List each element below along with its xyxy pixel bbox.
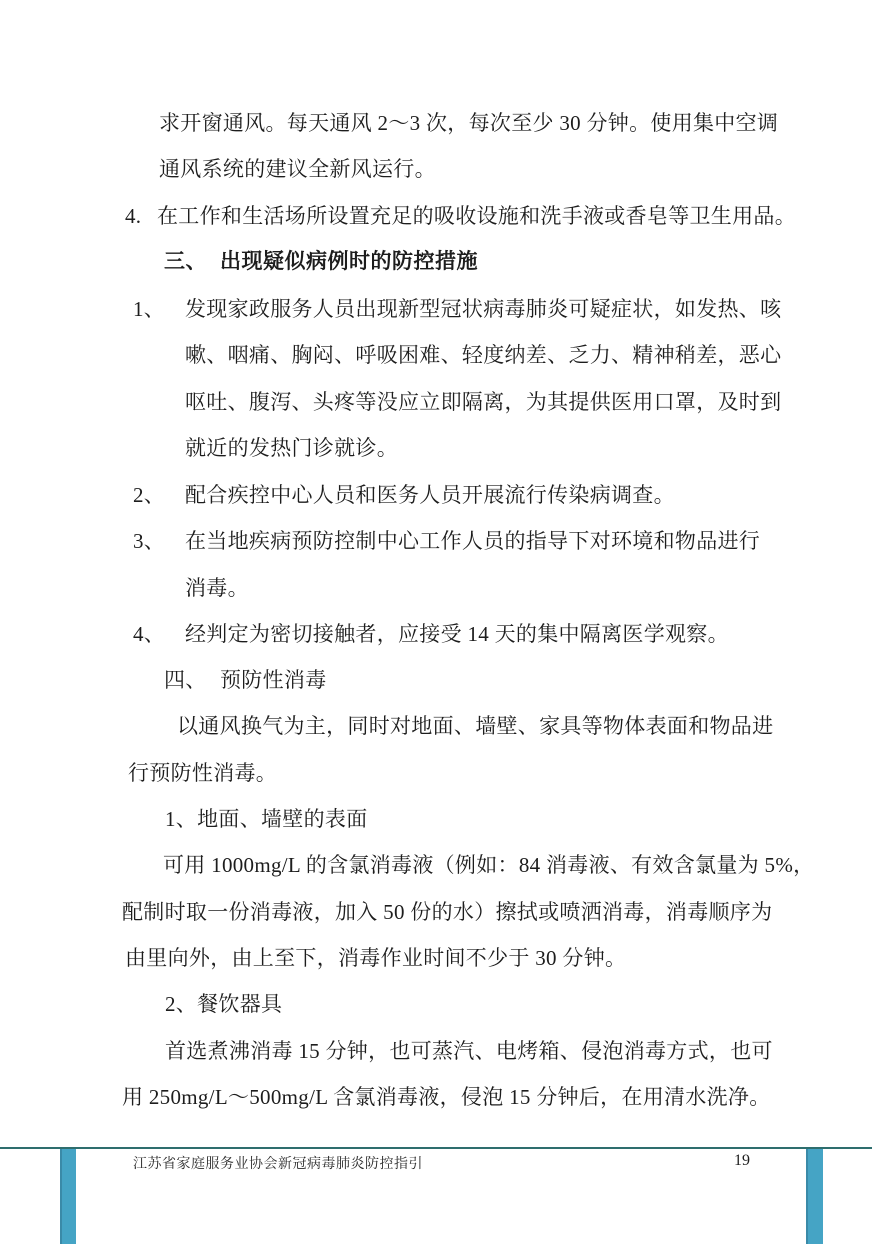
- list-item: [133, 526, 760, 556]
- section-title: 预防性消毒: [220, 668, 327, 692]
- text-line: [159, 154, 436, 184]
- text-line: [185, 387, 781, 417]
- right-edge-bar: [806, 1149, 823, 1244]
- text-line: [122, 1082, 771, 1112]
- text-line: [122, 897, 772, 927]
- list-item-text: 在当地疾病预防控制中心工作人员的指导下对环境和物品进行: [185, 529, 761, 553]
- list-item: [133, 619, 729, 649]
- text-line-content: 首选煮沸消毒 15 分钟，也可蒸汽、电烤箱、侵泡消毒方式，也可: [165, 1039, 773, 1063]
- text-line-content: 以通风换气为主，同时对地面、墙壁、家具等物体表面和物品进: [177, 714, 774, 738]
- text-line: [128, 758, 277, 788]
- sub-item-text: 2、餐饮器具: [165, 992, 283, 1016]
- list-item-text: 经判定为密切接触者，应接受 14 天的集中隔离医学观察。: [185, 622, 729, 646]
- text-line-content: 用 250mg/L～500mg/L 含氯消毒液，侵泡 15 分钟后，在用清水洗净。: [122, 1085, 771, 1109]
- list-item: [133, 294, 781, 324]
- list-item-text: 在工作和生活场所设置充足的吸收设施和洗手液或香皂等卫生用品。: [157, 204, 796, 228]
- text-line: [177, 711, 773, 741]
- list-item-number: 2、: [133, 483, 166, 507]
- text-line-content: 行预防性消毒。: [128, 761, 278, 785]
- text-line: [185, 340, 781, 370]
- footer-rule: [0, 1147, 872, 1149]
- text-line: [165, 1036, 773, 1066]
- text-line: [125, 943, 626, 973]
- text-line: [185, 433, 398, 463]
- footer-doc-title: 江苏省家庭服务业协会新冠病毒肺炎防控指引: [133, 1157, 423, 1172]
- text-line: [159, 108, 778, 138]
- section-heading: [164, 665, 327, 695]
- page-number: 19: [734, 1152, 750, 1169]
- text-line-content: 由里向外，由上至下，消毒作业时间不少于 30 分钟。: [125, 946, 627, 970]
- text-line-content: 消毒。: [185, 576, 249, 600]
- list-item-text: 发现家政服务人员出现新型冠状病毒肺炎可疑症状，如发热、咳: [185, 297, 782, 321]
- list-item: [133, 480, 675, 510]
- text-line-content: 就近的发热门诊就诊。: [185, 436, 398, 460]
- text-line-content: 呕吐、腹泻、头疼等没应立即隔离，为其提供医用口罩，及时到: [185, 390, 782, 414]
- list-item-number: 4.: [125, 204, 142, 228]
- text-line: [163, 850, 814, 880]
- section-number: 四、: [164, 668, 207, 692]
- left-edge-bar: [60, 1149, 76, 1244]
- section-title: 出现疑似病例时的防控措施: [220, 250, 478, 273]
- list-item-text: 配合疾控中心人员和医务人员开展流行传染病调查。: [185, 483, 675, 507]
- sub-item-heading: [165, 989, 282, 1019]
- sub-item-heading: [165, 804, 368, 834]
- text-line-content: 嗽、咽痛、胸闷、呼吸困难、轻度纳差、乏力、精神稍差，恶心: [185, 343, 782, 367]
- text-line-content: 通风系统的建议全新风运行。: [159, 157, 436, 181]
- text-line-content: 求开窗通风。每天通风 2～3 次，每次至少 30 分钟。使用集中空调: [159, 111, 779, 135]
- list-item: [125, 201, 796, 231]
- section-number: 三、: [164, 250, 207, 273]
- text-line-content: 配制时取一份消毒液，加入 50 份的水）擦拭或喷洒消毒，消毒顺序为: [122, 900, 773, 924]
- sub-item-text: 1、地面、墙壁的表面: [165, 807, 368, 831]
- list-item-number: 4、: [133, 622, 166, 646]
- list-item-number: 3、: [133, 529, 166, 553]
- text-line: [185, 573, 249, 603]
- section-heading: [164, 247, 478, 277]
- text-line-content: 可用 1000mg/L 的含氯消毒液（例如：84 消毒液、有效含氯量为 5%，: [163, 853, 815, 877]
- list-item-number: 1、: [133, 297, 166, 321]
